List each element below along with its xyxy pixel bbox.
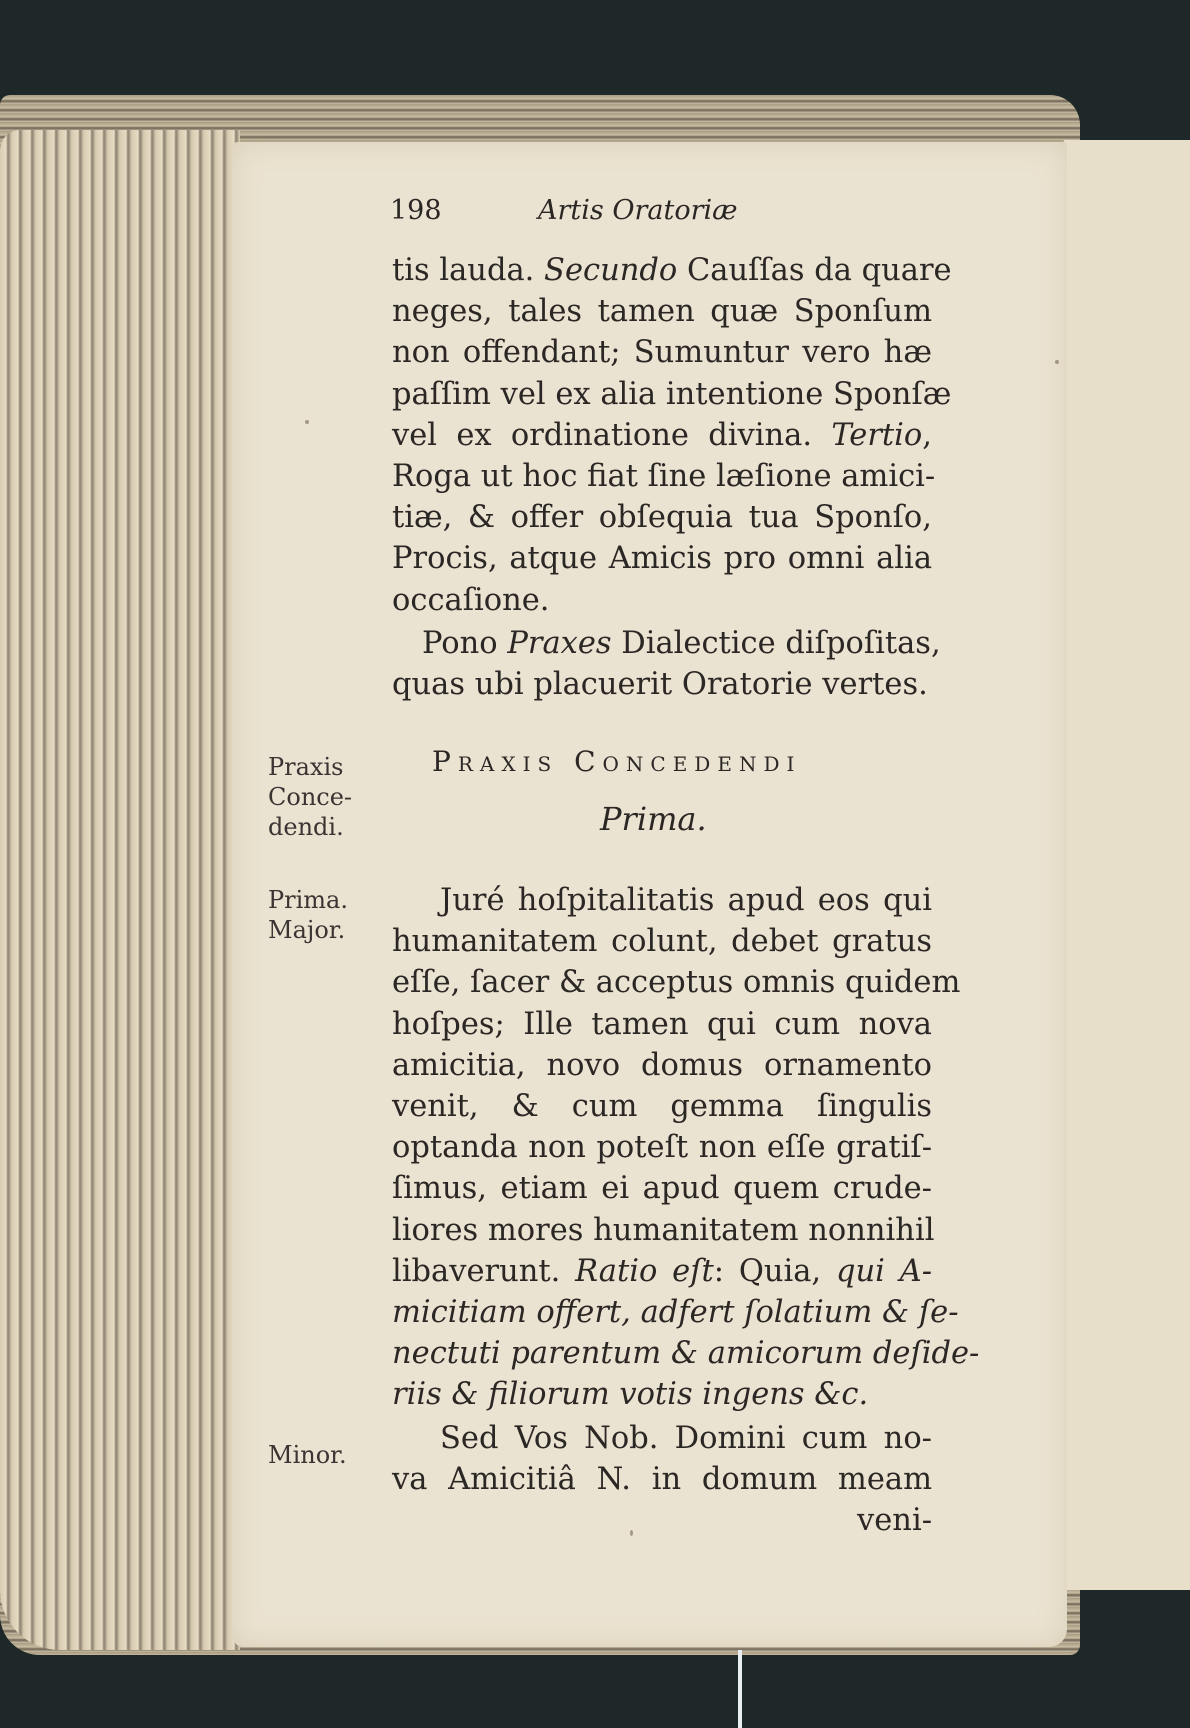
paragraph-4: [392, 1418, 932, 1542]
catchword: veni-: [857, 1503, 932, 1539]
text-line: amicitia, novo domus ornamento: [392, 1047, 932, 1083]
text-line: occaſione.: [392, 582, 550, 618]
margin-note-prima-major: Prima. Major.: [268, 886, 348, 944]
paper-spot: [1055, 360, 1059, 364]
paragraph-1: [392, 250, 952, 621]
bookmark-ribbon: [738, 1650, 742, 1728]
text-line: hoſpes; Ille tamen qui cum nova: [392, 1006, 932, 1042]
text-line: eſſe, ſacer & acceptus omnis quidem: [392, 965, 961, 1001]
text-line: vel ex ordinatione divina. Tertio,: [392, 417, 932, 453]
text-line: quas ubi placuerit Oratorie vertes.: [392, 667, 928, 703]
text-line: paſſim vel ex alia intentione Sponſæ: [392, 376, 952, 412]
running-head: [390, 195, 930, 235]
text-line: va Amicitiâ N. in domum meam: [392, 1462, 932, 1498]
text-line: ſimus, etiam ei apud quem crude-: [392, 1171, 932, 1207]
text-line: venit, & cum gemma ſingulis: [392, 1088, 932, 1124]
text-line: tis lauda. Secundo Cauſſas da quare: [392, 253, 952, 288]
margin-note-minor: Minor.: [268, 1441, 347, 1469]
text-line: Pono Praxes Dialectice diſpoſitas,: [422, 626, 941, 661]
paper-spot: [630, 1530, 633, 1536]
text-line: Roga ut hoc fiat ſine læſione amici-: [392, 458, 936, 494]
paper-spot: [305, 420, 309, 424]
text-line: nectuti parentum & amicorum deſide-: [392, 1336, 980, 1372]
book-fore-edge: [0, 130, 240, 1650]
text-line: humanitatem colunt, debet gratus: [392, 924, 932, 960]
margin-note-praxis: Praxis Conce- dendi.: [268, 753, 353, 841]
paragraph-2: [392, 623, 941, 705]
text-line: micitiam offert, adfert ſolatium & ſe-: [392, 1294, 959, 1330]
text-line: Juré hoſpitalitatis apud eos qui: [440, 883, 932, 918]
page-number: 198: [390, 195, 442, 226]
text-line: riis & filiorum votis ingens &c.: [392, 1377, 869, 1413]
facing-page: [1062, 140, 1190, 1590]
text-line: Sed Vos Nob. Domini cum no-: [440, 1421, 932, 1456]
paragraph-3: [392, 880, 980, 1415]
running-title: Artis Oratoriæ: [538, 195, 738, 226]
text-line: non offendant; Sumuntur vero hæ: [392, 335, 932, 371]
text-line: liores mores humanitatem nonnihil: [392, 1212, 935, 1248]
text-line: tiæ, & offer obſequia tua Sponſo,: [392, 500, 932, 536]
text-line: neges, tales tamen quæ Sponſum: [392, 294, 932, 330]
section-heading: Praxis Concedendi: [432, 745, 802, 778]
text-line: Procis, atque Amicis pro omni alia: [392, 541, 932, 577]
text-line: libaverunt. Ratio eſt: Quia, qui A-: [392, 1253, 932, 1289]
section-subheading: Prima.: [600, 800, 707, 838]
text-line: optanda non poteſt non eſſe gratiſ-: [392, 1130, 932, 1166]
